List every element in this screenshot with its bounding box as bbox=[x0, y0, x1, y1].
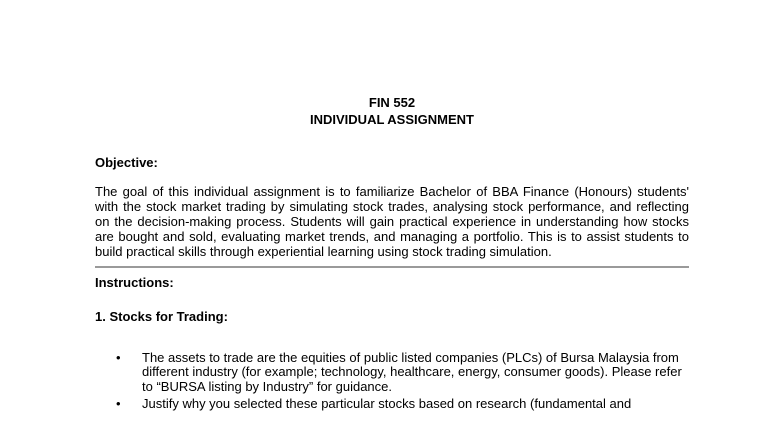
section-1-heading: 1. Stocks for Trading: bbox=[95, 308, 228, 324]
instruction-bullet-list bbox=[95, 351, 689, 413]
assignment-title: INDIVIDUAL ASSIGNMENT bbox=[310, 112, 474, 127]
bullet-text: Justify why you selected these particular stocks based on research (fundamental and bbox=[142, 396, 632, 412]
objective-paragraph: The goal of this individual assignment is to familiarize Bachelor of BBA Finance (Honours) students' with the stock market trading by simulating stock trades, analysing stock performance, and reflecting on the decision-making process. Students will gain practical experience in understanding how stocks are bought and sold, evaluating market trends, and managing a portfolio. This is to assist students to build practical skills through experiential learning using stock trading simulation. bbox=[95, 184, 689, 259]
document-page bbox=[95, 94, 689, 414]
instructions-heading: Instructions: bbox=[95, 274, 174, 290]
bullet-icon: • bbox=[116, 396, 121, 412]
section-divider bbox=[95, 266, 689, 268]
list-item bbox=[95, 351, 689, 396]
list-item bbox=[95, 397, 689, 412]
bullet-text: The assets to trade are the equities of public listed companies (PLCs) of Bursa Malaysia from different industry (for example; technology, healthcare, energy, consumer goods). Please refer to “BURSA listing by Industry” for guidance. bbox=[142, 349, 682, 395]
objective-heading: Objective: bbox=[95, 155, 158, 170]
course-code: FIN 552 bbox=[368, 95, 416, 110]
bullet-icon: • bbox=[116, 349, 121, 365]
